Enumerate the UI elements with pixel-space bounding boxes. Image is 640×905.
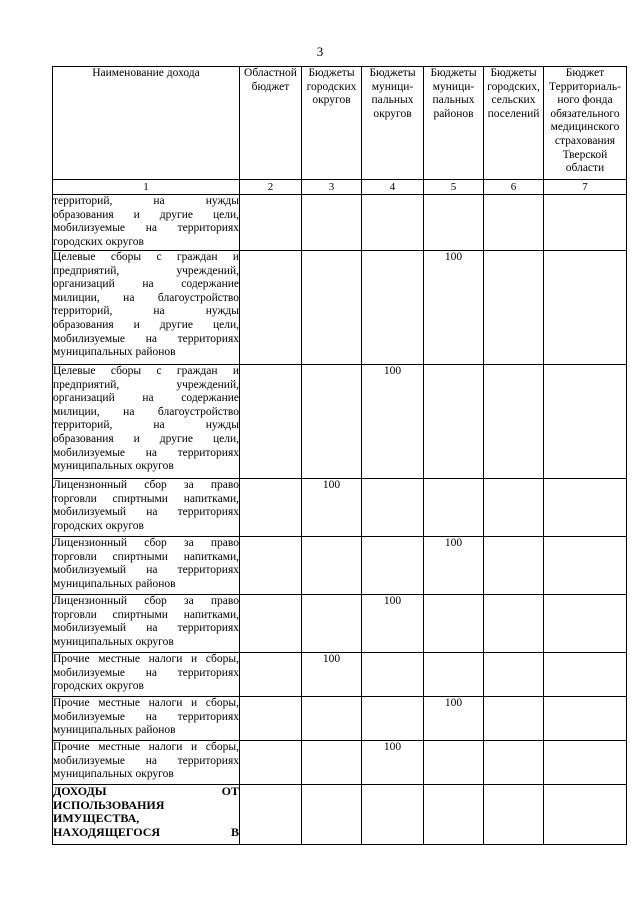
income-name-line: мобилизуемые на территориях [53,666,239,679]
income-name-line: муниципальных округов [53,635,174,648]
income-name-line: территорий, на нужды [53,195,239,207]
percent-cell [362,785,424,845]
percent-cell [484,595,544,653]
income-name-line: муниципальных районов [53,346,176,359]
column-number: 2 [240,180,302,195]
income-name-line: организаций на содержание [53,278,239,291]
income-name-line: Целевые сборы с граждан и [53,365,239,377]
table-row [53,785,627,845]
income-name-line: территорий, на нужды [53,305,239,318]
percent-cell [240,365,302,479]
percent-cell [362,537,424,595]
header-insurance-fund-budget: Бюджет Территориаль-ного фонда обязательного медицинского страхования Тверской области [544,67,627,180]
percent-cell: 100 [302,653,362,697]
percent-cell [544,653,627,697]
percent-cell [484,251,544,365]
percent-cell [484,365,544,479]
percent-cell [302,537,362,595]
percent-cell [240,537,302,595]
table-row [53,537,627,595]
column-number: 4 [362,180,424,195]
income-name-cell [53,697,240,741]
table-row [53,697,627,741]
table-row [53,479,627,537]
percent-cell [544,251,627,365]
percent-cell [544,697,627,741]
column-number: 6 [484,180,544,195]
percent-cell: 100 [302,479,362,537]
percent-cell: 100 [362,365,424,479]
income-name-line: ДОХОДЫ ОТ [53,784,239,798]
percent-cell [302,697,362,741]
revenue-distribution-table [52,66,627,845]
percent-cell [484,653,544,697]
column-number: 3 [302,180,362,195]
percent-cell [424,479,484,537]
header-city-district-budgets: Бюджеты городских округов [302,67,362,180]
income-name-line: образования и другие цели, [53,432,239,445]
income-name-line: ИМУЩЕСТВА, [53,811,140,826]
income-name-line: образования и другие цели, [53,318,239,331]
income-name-line: территорий, на нужды [53,419,239,432]
income-name-line: муниципальных районов [53,724,176,737]
percent-cell [484,537,544,595]
percent-cell [544,595,627,653]
income-name-line: предприятий, учреждений, [53,378,239,391]
income-name-line: Лицензионный сбор за право [53,595,239,607]
percent-cell [424,653,484,697]
percent-cell [240,697,302,741]
percent-cell [424,785,484,845]
percent-cell [302,785,362,845]
income-name-line: милиции, на благоустройство [53,291,239,304]
income-name-line: предприятий, учреждений, [53,264,239,277]
percent-cell [240,479,302,537]
percent-cell [544,195,627,251]
income-name-line: городских округов [53,680,144,693]
percent-cell [424,195,484,251]
percent-cell [362,479,424,537]
table-row [53,365,627,479]
percent-cell [302,251,362,365]
percent-cell [240,595,302,653]
header-settlement-budgets: Бюджеты городских, сельских поселений [484,67,544,180]
income-name-line: мобилизуемый на территориях [53,622,239,635]
income-name-cell [53,537,240,595]
header-income-name: Наименование дохода [53,67,240,180]
percent-cell [544,365,627,479]
table-row [53,595,627,653]
income-name-cell [53,365,240,479]
income-name-line: организаций на содержание [53,392,239,405]
percent-cell [484,697,544,741]
income-name-line: мобилизуемые на территориях [53,222,239,235]
percent-cell [424,595,484,653]
header-regional-budget: Областной бюджет [240,67,302,180]
percent-cell [544,785,627,845]
income-name-cell [53,251,240,365]
income-name-line: Лицензионный сбор за право [53,479,239,491]
income-name-line: Целевые сборы с граждан и [53,251,239,263]
column-number: 5 [424,180,484,195]
percent-cell [240,741,302,785]
income-name-line: торговли спиртными напитками, [53,492,239,505]
percent-cell: 100 [362,595,424,653]
income-name-cell [53,741,240,785]
income-name-line: городских округов [53,235,144,248]
income-name-line: мобилизуемые на территориях [53,710,239,723]
percent-cell [240,251,302,365]
income-name-line: Лицензионный сбор за право [53,537,239,549]
percent-cell [424,741,484,785]
table-row [53,251,627,365]
percent-cell: 100 [424,251,484,365]
percent-cell [240,195,302,251]
header-municipal-okrug-budgets: Бюджеты муници-пальных округов [362,67,424,180]
percent-cell [240,653,302,697]
income-name-line: милиции, на благоустройство [53,405,239,418]
percent-cell [362,251,424,365]
percent-cell [544,741,627,785]
income-name-cell [53,479,240,537]
income-name-cell [53,653,240,697]
income-name-cell [53,595,240,653]
percent-cell [362,195,424,251]
percent-cell [302,595,362,653]
column-number: 1 [53,180,240,195]
percent-cell [302,365,362,479]
income-name-line: муниципальных округов [53,460,174,473]
column-number: 7 [544,180,627,195]
percent-cell [544,479,627,537]
income-name-line: торговли спиртными напитками, [53,550,239,563]
income-name-line: торговли спиртными напитками, [53,608,239,621]
percent-cell [484,785,544,845]
percent-cell [362,653,424,697]
income-name-line: Прочие местные налоги и сборы, [53,697,239,709]
income-name-line: муниципальных округов [53,768,174,781]
income-name-line: ИСПОЛЬЗОВАНИЯ [53,797,165,812]
income-section-heading [53,785,240,845]
percent-cell [544,537,627,595]
percent-cell [484,741,544,785]
table-row [53,653,627,697]
table-row [53,741,627,785]
page-number: 3 [316,44,324,59]
percent-cell [240,785,302,845]
header-municipal-raion-budgets: Бюджеты муници-пальных районов [424,67,484,180]
percent-cell: 100 [424,537,484,595]
income-name-line: мобилизуемые на территориях [53,754,239,767]
percent-cell [424,365,484,479]
income-name-line: Прочие местные налоги и сборы, [53,741,239,753]
income-name-line: мобилизуемые на территориях [53,446,239,459]
percent-cell [484,479,544,537]
percent-cell [484,195,544,251]
table-row [53,195,627,251]
income-name-cell [53,195,240,251]
percent-cell [362,697,424,741]
header-row [53,67,627,180]
income-name-line: мобилизуемый на территориях [53,506,239,519]
percent-cell: 100 [424,697,484,741]
income-name-line: мобилизуемый на территориях [53,564,239,577]
income-name-line: мобилизуемые на территориях [53,332,239,345]
income-name-line: образования и другие цели, [53,208,239,221]
income-name-line: муниципальных районов [53,577,176,590]
column-number-row [53,180,627,195]
percent-cell [302,195,362,251]
percent-cell: 100 [362,741,424,785]
percent-cell [302,741,362,785]
income-name-line: городских округов [53,519,144,532]
income-name-line: Прочие местные налоги и сборы, [53,653,239,665]
income-name-line: НАХОДЯЩЕГОСЯ В [53,824,239,839]
